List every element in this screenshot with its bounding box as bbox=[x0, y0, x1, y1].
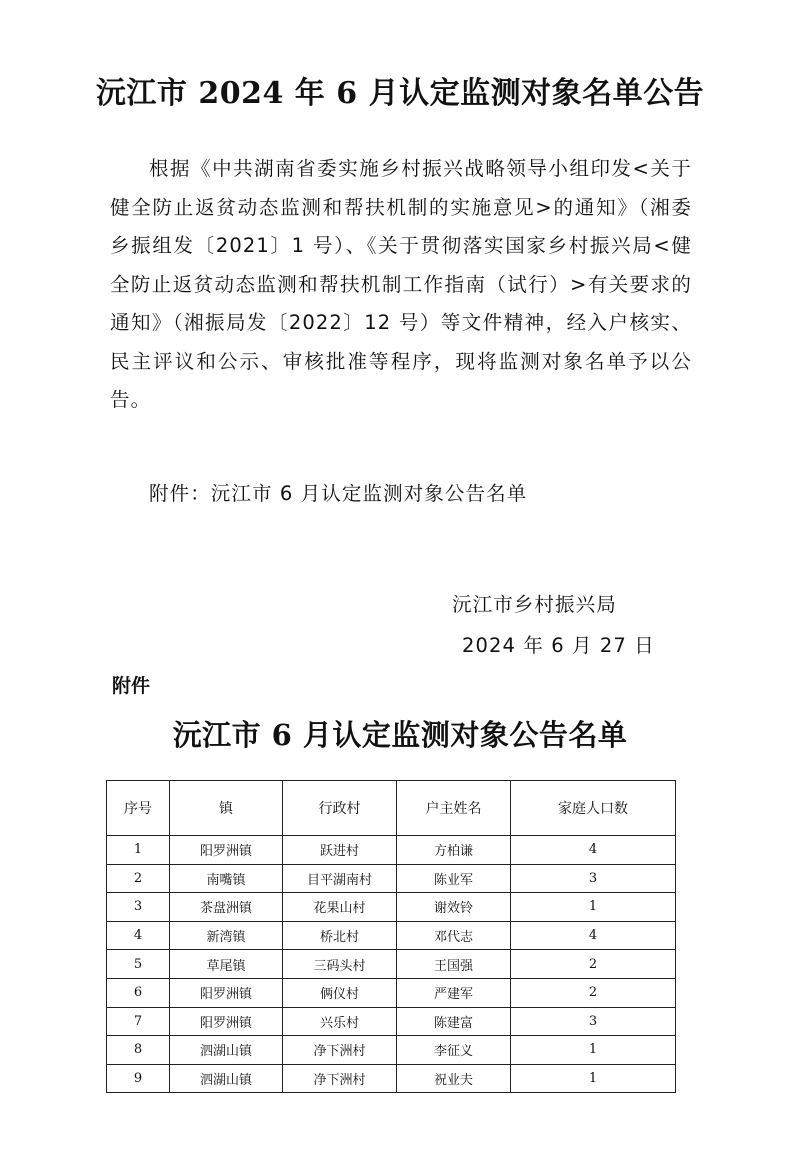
signature-date: 2024 年 6 月 27 日 bbox=[462, 634, 655, 657]
cell-householder: 陈建富 bbox=[397, 1007, 511, 1036]
announcement-body: 根据《中共湖南省委实施乡村振兴战略领导小组印发<关于健全防止返贫动态监测和帮扶机制的实施意见>的通知》（湘委乡振组发〔2021〕1 号）、《关于贯彻落实国家乡村振兴局<健全防止返贫动态监测和帮扶机制工作指南（试行）>有关要求的通知》（湘振局发〔2022〕12 号）等文件精神，经入户核实、民主评议和公示、审核批准等程序，现将监测对象名单予以公告。 bbox=[110, 157, 692, 411]
cell-index: 6 bbox=[107, 978, 170, 1007]
cell-family-size: 1 bbox=[511, 1064, 676, 1093]
cell-family-size: 1 bbox=[511, 893, 676, 922]
cell-householder: 邓代志 bbox=[397, 921, 511, 950]
cell-town: 阳罗洲镇 bbox=[170, 1007, 283, 1036]
cell-householder: 严建军 bbox=[397, 978, 511, 1007]
cell-householder: 谢效铃 bbox=[397, 893, 511, 922]
signature-organization: 沅江市乡村振兴局 bbox=[452, 593, 617, 616]
cell-village: 桥北村 bbox=[283, 921, 397, 950]
cell-town: 阳罗洲镇 bbox=[170, 978, 283, 1007]
cell-town: 阳罗洲镇 bbox=[170, 836, 283, 865]
cell-town: 南嘴镇 bbox=[170, 864, 283, 893]
cell-index: 7 bbox=[107, 1007, 170, 1036]
cell-family-size: 2 bbox=[511, 950, 676, 979]
table-row bbox=[107, 978, 676, 1007]
table-row bbox=[107, 864, 676, 893]
cell-town: 茶盘洲镇 bbox=[170, 893, 283, 922]
attachment-reference: 附件：沅江市 6 月认定监测对象公告名单 bbox=[149, 482, 528, 505]
cell-householder: 王国强 bbox=[397, 950, 511, 979]
cell-family-size: 1 bbox=[511, 1036, 676, 1065]
cell-village: 净下洲村 bbox=[283, 1036, 397, 1065]
header-index: 序号 bbox=[107, 781, 170, 836]
cell-village: 净下洲村 bbox=[283, 1064, 397, 1093]
cell-index: 1 bbox=[107, 836, 170, 865]
table-row bbox=[107, 921, 676, 950]
cell-index: 8 bbox=[107, 1036, 170, 1065]
list-title: 沅江市 6 月认定监测对象公告名单 bbox=[172, 718, 628, 752]
cell-village: 俩仪村 bbox=[283, 978, 397, 1007]
table-row bbox=[107, 1064, 676, 1093]
table-row bbox=[107, 836, 676, 865]
cell-town: 泗湖山镇 bbox=[170, 1064, 283, 1093]
cell-index: 3 bbox=[107, 893, 170, 922]
cell-index: 4 bbox=[107, 921, 170, 950]
cell-town: 草尾镇 bbox=[170, 950, 283, 979]
table-row bbox=[107, 950, 676, 979]
cell-village: 跃进村 bbox=[283, 836, 397, 865]
cell-family-size: 4 bbox=[511, 921, 676, 950]
header-family-size: 家庭人口数 bbox=[511, 781, 676, 836]
cell-village: 三码头村 bbox=[283, 950, 397, 979]
cell-family-size: 3 bbox=[511, 1007, 676, 1036]
attachment-label: 附件 bbox=[112, 675, 151, 697]
cell-village: 花果山村 bbox=[283, 893, 397, 922]
table-header-row bbox=[107, 781, 676, 836]
cell-family-size: 3 bbox=[511, 864, 676, 893]
document-title: 沅江市 2024 年 6 月认定监测对象名单公告 bbox=[95, 76, 705, 111]
monitoring-roster-table bbox=[106, 780, 676, 1093]
cell-town: 新湾镇 bbox=[170, 921, 283, 950]
cell-village: 目平湖南村 bbox=[283, 864, 397, 893]
header-village: 行政村 bbox=[283, 781, 397, 836]
cell-householder: 祝业夫 bbox=[397, 1064, 511, 1093]
cell-index: 2 bbox=[107, 864, 170, 893]
cell-family-size: 4 bbox=[511, 836, 676, 865]
header-householder: 户主姓名 bbox=[397, 781, 511, 836]
table-row bbox=[107, 1036, 676, 1065]
cell-householder: 方柏谦 bbox=[397, 836, 511, 865]
cell-index: 9 bbox=[107, 1064, 170, 1093]
cell-family-size: 2 bbox=[511, 978, 676, 1007]
cell-householder: 李征义 bbox=[397, 1036, 511, 1065]
cell-town: 泗湖山镇 bbox=[170, 1036, 283, 1065]
table-row bbox=[107, 893, 676, 922]
cell-index: 5 bbox=[107, 950, 170, 979]
cell-village: 兴乐村 bbox=[283, 1007, 397, 1036]
table-row bbox=[107, 1007, 676, 1036]
header-town: 镇 bbox=[170, 781, 283, 836]
cell-householder: 陈业军 bbox=[397, 864, 511, 893]
